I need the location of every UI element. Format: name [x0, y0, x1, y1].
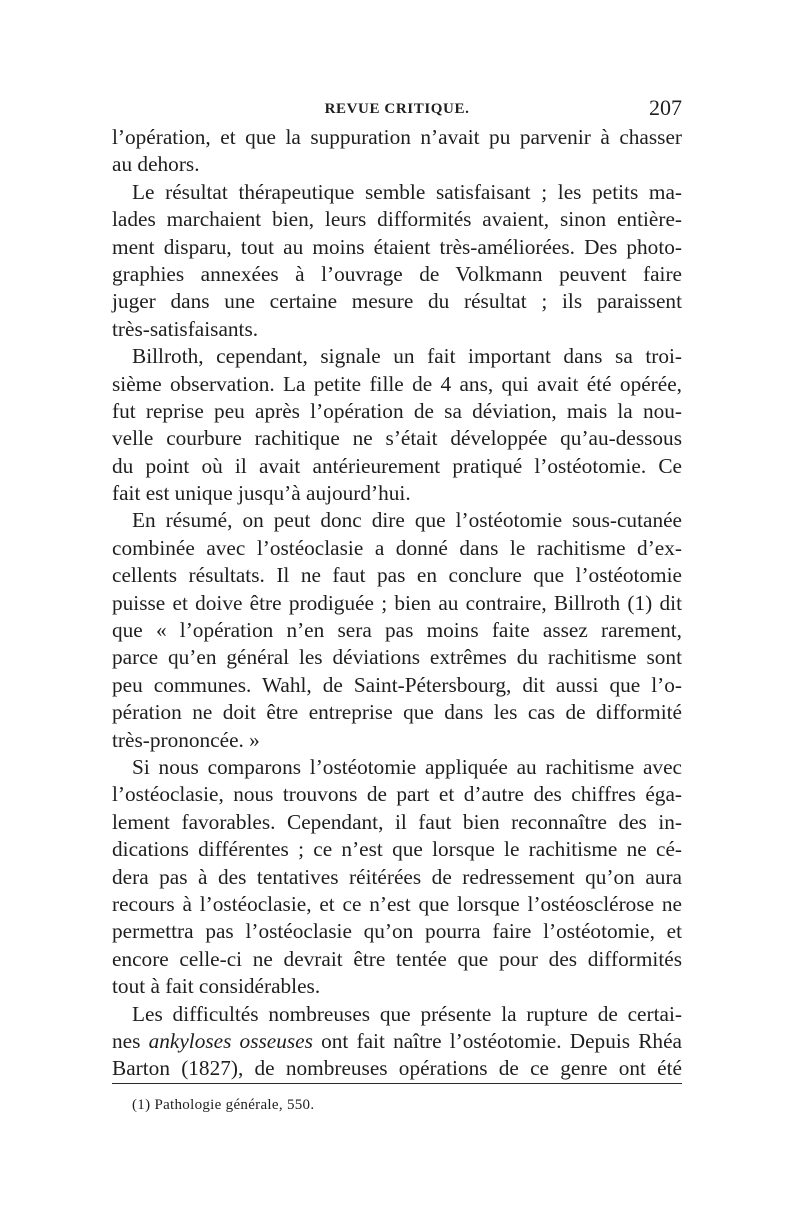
text-line	[112, 946, 682, 973]
text-line	[112, 973, 682, 1000]
line-text: puisse et doive être prodiguée ; bien au contraire, Billroth (1) dit	[112, 590, 682, 615]
text-line	[112, 699, 682, 726]
line-text: juger dans une certaine mesure du résultat ; ils paraissent	[112, 289, 682, 314]
text-line	[112, 590, 682, 617]
page-number: 207	[649, 95, 682, 120]
text-line	[112, 864, 682, 891]
text-line	[112, 343, 682, 370]
body-text	[112, 124, 682, 1083]
line-text: pération ne doit être entreprise que dans les cas de difformité	[112, 700, 682, 725]
line-text: combinée avec l’ostéoclasie a donné dans le rachitisme d’ex-	[112, 535, 682, 560]
line-text: cellents résultats. Il ne faut pas en conclure que l’ostéotomie	[112, 563, 682, 588]
text-line	[112, 453, 682, 480]
italic-text: ankyloses osseuses	[148, 1028, 313, 1053]
line-text: Barton (1827), de nombreuses opérations de ce genre ont été	[112, 1056, 682, 1081]
text-line	[112, 507, 682, 534]
text-line	[112, 179, 682, 206]
line-text: ment disparu, tout au moins étaient très-améliorées. Des photo-	[112, 234, 682, 259]
line-text: fut reprise peu après l’opération de sa déviation, mais la nou-	[112, 398, 682, 423]
text-line	[112, 562, 682, 589]
line-text: très-satisfaisants.	[112, 316, 259, 341]
text-line	[112, 124, 682, 151]
line-text: au dehors.	[112, 152, 200, 177]
line-text: encore celle-ci ne devrait être tentée que pour des difformités	[112, 946, 682, 971]
line-text: Si nous comparons l’ostéotomie appliquée au rachitisme avec	[132, 754, 682, 779]
line-text: graphies annexées à l’ouvrage de Volkmann peuvent faire	[112, 261, 682, 286]
text-line	[112, 316, 682, 343]
line-text: du point où il avait antérieurement pratiqué l’ostéotomie. Ce	[112, 453, 682, 478]
text-line	[112, 1001, 682, 1028]
text-line	[112, 151, 682, 178]
line-text: parce qu’en général les déviations extrêmes du rachitisme sont	[112, 645, 682, 670]
text-line	[112, 206, 682, 233]
line-text: dera pas à des tentatives réitérées de redressement qu’on aura	[112, 864, 682, 889]
line-text: Le résultat thérapeutique semble satisfaisant ; les petits ma-	[132, 179, 682, 204]
running-head	[112, 95, 682, 125]
text-line	[112, 535, 682, 562]
line-text: En résumé, on peut donc dire que l’ostéotomie sous-cutanée	[132, 508, 682, 533]
text-line	[112, 836, 682, 863]
footnote: (1) Pathologie générale, 550.	[132, 1097, 315, 1113]
text-line	[112, 1055, 682, 1082]
text-line	[112, 1028, 682, 1055]
line-text: velle courbure rachitique ne s’était développée qu’au-dessous	[112, 426, 682, 451]
footnote-divider	[112, 1083, 682, 1084]
line-text: très-prononcée. »	[112, 727, 260, 752]
line-text: recours à l’ostéoclasie, et ce n’est que lorsque l’ostéosclérose ne	[112, 891, 682, 916]
line-text: permettra pas l’ostéoclasie qu’on pourra faire l’ostéotomie, et	[112, 919, 682, 944]
line-text: lement favorables. Cependant, il faut bien reconnaître des in-	[112, 809, 682, 834]
text-line	[112, 727, 682, 754]
line-text: Billroth, cependant, signale un fait important dans sa troi-	[132, 344, 682, 369]
line-text: lades marchaient bien, leurs difformités avaient, sinon entière-	[112, 207, 682, 232]
text-line	[112, 754, 682, 781]
text-line	[112, 891, 682, 918]
text-line	[112, 809, 682, 836]
line-text: dications différentes ; ce n’est que lorsque le rachitisme ne cé-	[112, 837, 682, 862]
line-text: tout à fait considérables.	[112, 974, 321, 999]
text-line	[112, 781, 682, 808]
line-text: l’ostéoclasie, nous trouvons de part et d’autre des chiffres éga-	[112, 782, 682, 807]
text-line	[112, 617, 682, 644]
running-title: REVUE CRITIQUE.	[324, 101, 470, 117]
text-line	[112, 371, 682, 398]
text-line	[112, 672, 682, 699]
line-text: Les difficultés nombreuses que présente la rupture de certai-	[132, 1001, 682, 1026]
line-text: ont fait naître l’ostéotomie. Depuis Rhéa	[312, 1028, 682, 1053]
text-line	[112, 288, 682, 315]
line-text: l’opération, et que la suppuration n’avait pu parvenir à chasser	[112, 125, 682, 149]
text-line	[112, 644, 682, 671]
text-line	[112, 398, 682, 425]
text-line	[112, 480, 682, 507]
text-line	[112, 918, 682, 945]
line-text: fait est unique jusqu’à aujourd’hui.	[112, 481, 411, 506]
line-text: que « l’opération n’en sera pas moins faite assez rarement,	[112, 618, 682, 643]
text-line	[112, 261, 682, 288]
line-text: nes	[112, 1028, 149, 1053]
line-text: peu communes. Wahl, de Saint-Pétersbourg, dit aussi que l’o-	[112, 672, 682, 697]
text-line	[112, 425, 682, 452]
text-line	[112, 234, 682, 261]
line-text: sième observation. La petite fille de 4 ans, qui avait été opérée,	[112, 371, 682, 396]
